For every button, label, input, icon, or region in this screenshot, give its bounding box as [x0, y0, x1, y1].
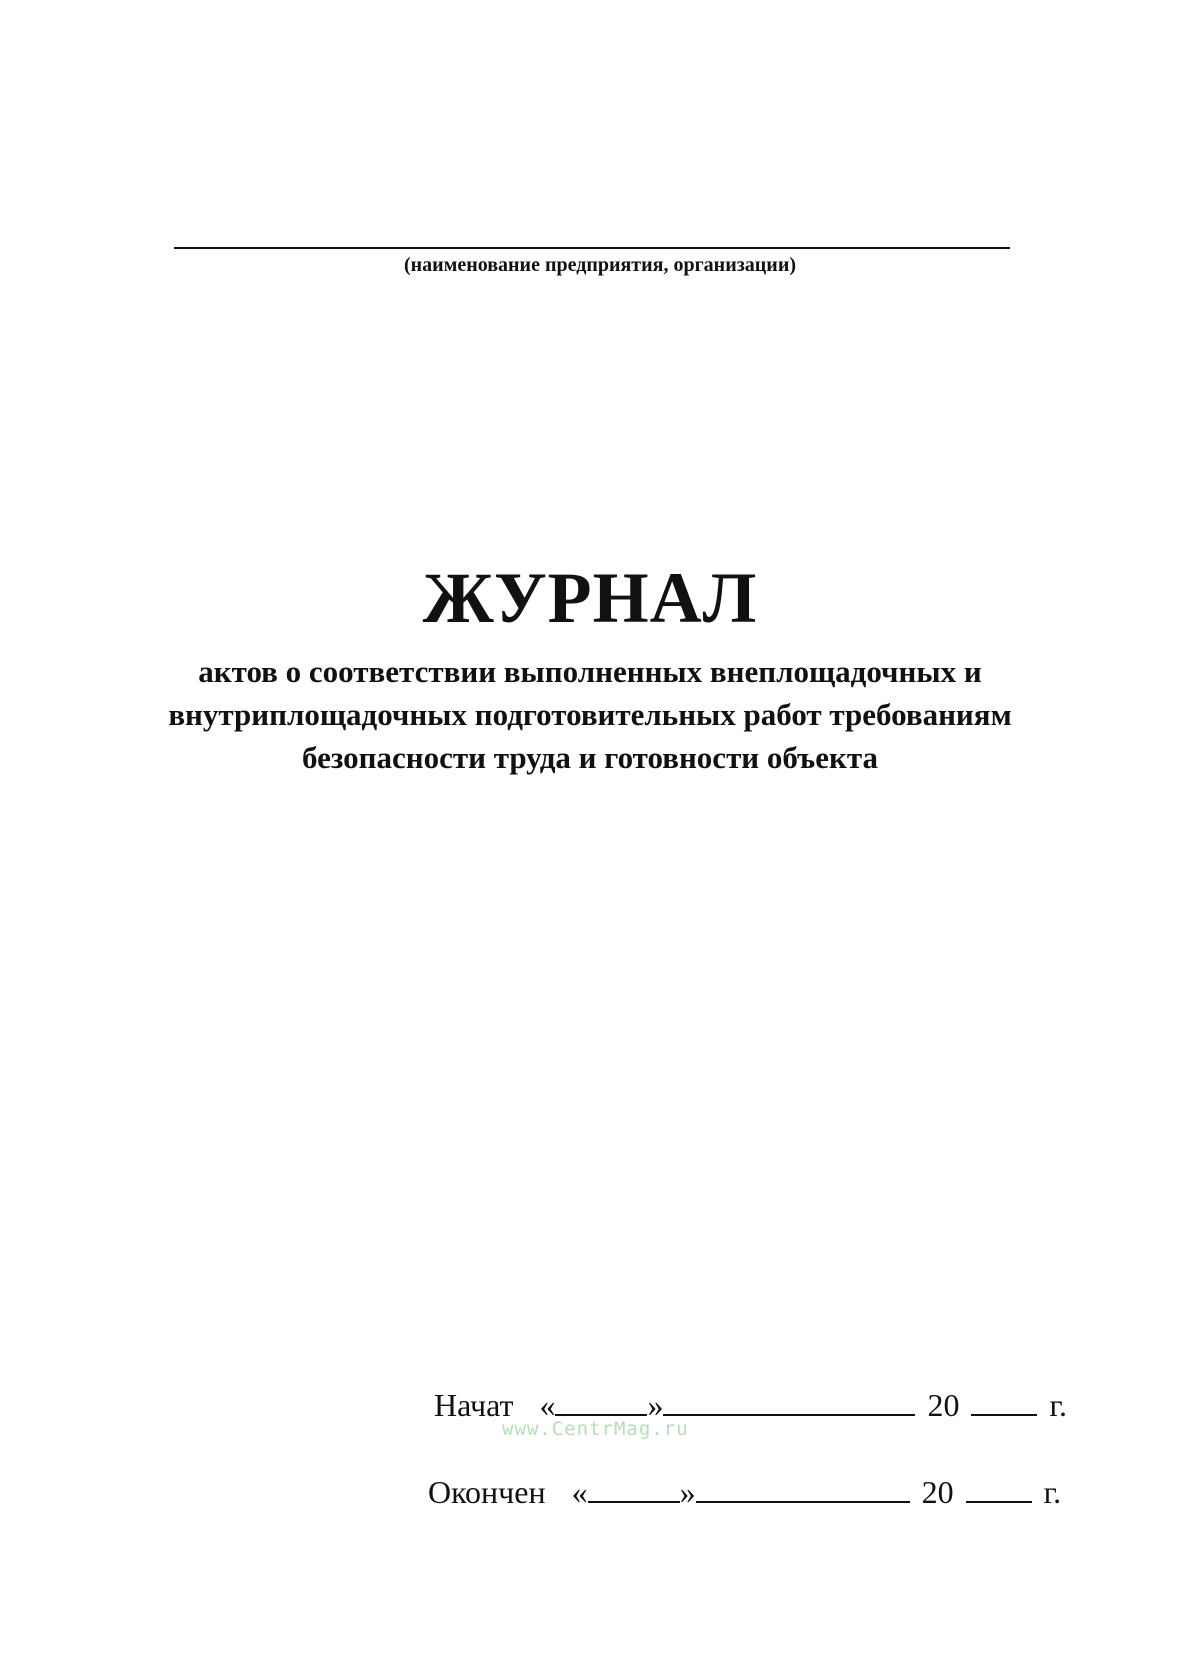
- subtitle-line: внутриплощадочных подготовительных работ требованиям: [168, 697, 1012, 732]
- started-year-blank: [971, 1386, 1037, 1416]
- subtitle-line: актов о соответствии выполненных внеплощадочных и: [198, 654, 982, 689]
- started-month-blank: [663, 1386, 915, 1416]
- organization-caption: (наименование предприятия, организации): [403, 254, 796, 276]
- document-title: ЖУРНАЛ: [422, 558, 758, 638]
- finished-year-blank: [966, 1473, 1032, 1503]
- started-day-blank: [555, 1386, 647, 1416]
- started-date-row: [434, 1386, 1067, 1421]
- subtitle-line: безопасности труда и готовности объекта: [302, 740, 878, 775]
- finished-open-quote: «: [571, 1474, 588, 1510]
- document-subtitle: [60, 650, 1120, 779]
- started-year-prefix: 20: [927, 1387, 960, 1423]
- started-close-quote: »: [647, 1387, 664, 1423]
- finished-day-blank: [588, 1473, 680, 1503]
- organization-name-line: [174, 247, 1010, 249]
- started-label: Начат: [434, 1387, 514, 1423]
- finished-month-blank: [696, 1473, 910, 1503]
- finished-label: Окончен: [428, 1474, 546, 1510]
- started-open-quote: «: [539, 1387, 556, 1423]
- finished-close-quote: »: [679, 1474, 696, 1510]
- finished-year-prefix: 20: [921, 1474, 954, 1510]
- finished-year-suffix: г.: [1043, 1474, 1062, 1510]
- started-year-suffix: г.: [1049, 1387, 1067, 1423]
- finished-date-row: [428, 1473, 1061, 1508]
- site-watermark: www.CentrMag.ru: [502, 1418, 689, 1440]
